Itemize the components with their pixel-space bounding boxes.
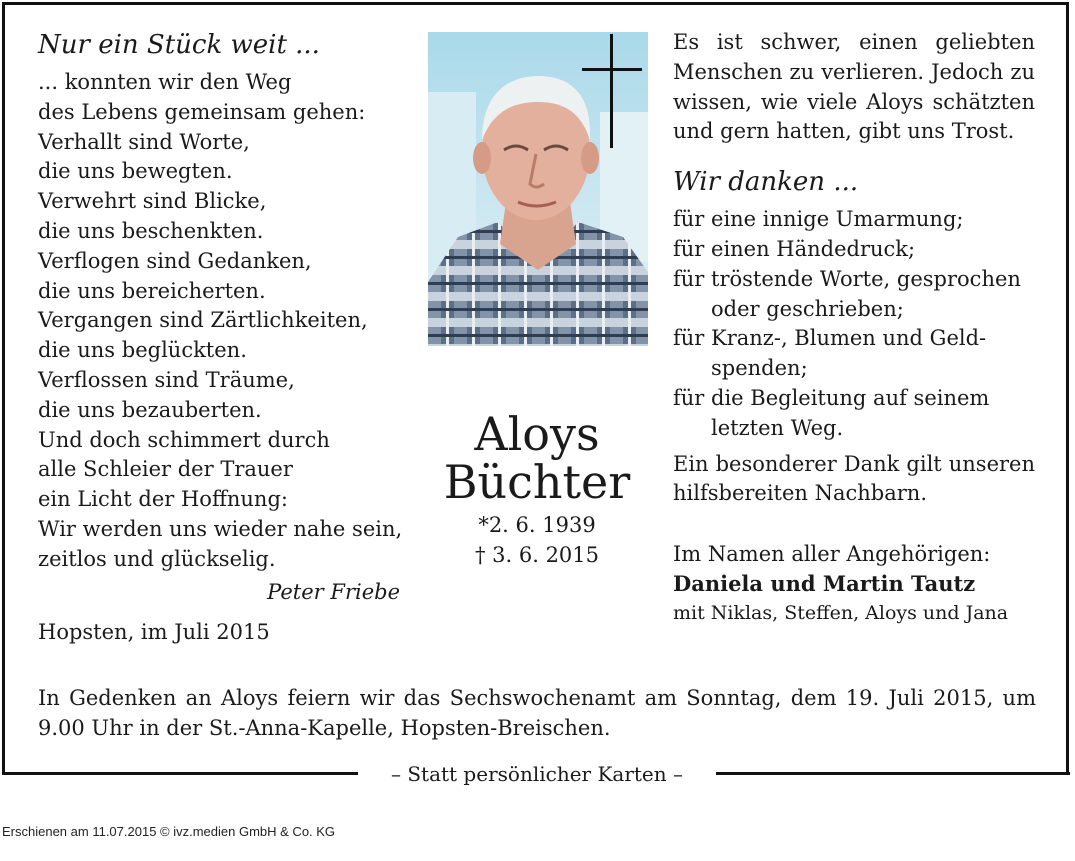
family-names: Daniela und Martin Tautz <box>673 571 976 597</box>
poem-line: Und doch schimmert durch <box>38 427 330 452</box>
poem-line: ein Licht der Hoffnung: <box>38 487 288 512</box>
thanks-item: für eine innige Umarmung; <box>673 207 964 232</box>
thanks-item: für einen Händedruck; <box>673 236 916 261</box>
poem-line: die uns beschenkten. <box>38 218 264 243</box>
with-names: mit Niklas, Steffen, Aloys und Jana <box>673 602 1009 625</box>
footer-note: – Statt persönlicher Karten – <box>390 762 683 786</box>
death-date: † 3. 6. 2015 <box>474 543 600 567</box>
thanks-column <box>673 28 1035 627</box>
memorial-service-text: In Gedenken an Aloys feiern wir das Sechswochenamt am Sonntag, dem 19. Juli 2015, um 9.00 Uhr in der St.-Anna-Kapelle, Hopsten-Breischen. <box>38 686 1036 740</box>
poem-line: des Lebens gemeinsam gehen: <box>38 99 366 124</box>
thanks-item: für tröstende Worte, gesprochen oder geschrieben; <box>673 266 1021 321</box>
cross-icon <box>582 34 644 148</box>
poem-line: Verhallt sind Worte, <box>38 129 250 154</box>
poem-line: Verflossen sind Träume, <box>38 367 295 392</box>
poem-line: alle Schleier der Trauer <box>38 457 293 482</box>
thanks-title: Wir danken ... <box>673 167 859 198</box>
intro-paragraph: Es ist schwer, einen geliebten Menschen zu verlieren. Jedoch zu wissen, wie viele Aloys schätzten und gern hatten, gibt uns Trost. <box>673 30 1035 144</box>
bottom-rule-left <box>2 772 358 775</box>
birth-date: *2. 6. 1939 <box>478 513 596 537</box>
poem-column <box>38 28 403 647</box>
poem-line: die uns bezauberten. <box>38 397 262 422</box>
names-intro: Im Namen aller Angehörigen: <box>673 542 991 567</box>
special-thanks: Ein besonderer Dank gilt unseren hilfsbereiten Nachbarn. <box>673 451 1035 506</box>
poem-line: Verwehrt sind Blicke, <box>38 189 267 214</box>
poem-line: Wir werden uns wieder nahe sein, <box>38 516 403 541</box>
last-name: Büchter <box>443 455 631 509</box>
poem-line: zeitlos und glückselig. <box>38 546 276 571</box>
poem-author: Peter Friebe <box>267 579 400 604</box>
thanks-item: für die Begleitung auf seinem letzten Weg. <box>673 385 990 440</box>
poem-line: die uns beglückten. <box>38 338 247 363</box>
poem-body <box>38 68 403 575</box>
first-name: Aloys <box>474 407 600 461</box>
deceased-block <box>430 407 644 570</box>
poem-line: die uns bereicherten. <box>38 278 266 303</box>
poem-line: Vergangen sind Zärtlichkeiten, <box>38 308 368 333</box>
bottom-rule-right <box>716 772 1070 775</box>
poem-title: Nur ein Stück weit ... <box>38 30 320 60</box>
poem-line: die uns bewegten. <box>38 159 233 184</box>
poem-line: Verflogen sind Gedanken, <box>38 248 312 273</box>
thanks-item: für Kranz-, Blumen und Geld- spenden; <box>673 326 987 381</box>
poem-line: ... konnten wir den Weg <box>38 70 292 94</box>
place-date: Hopsten, im Juli 2015 <box>38 619 270 644</box>
publication-credit: Erschienen am 11.07.2015 © ivz.medien GmbH & Co. KG <box>2 824 336 839</box>
thanks-list <box>673 205 1035 443</box>
